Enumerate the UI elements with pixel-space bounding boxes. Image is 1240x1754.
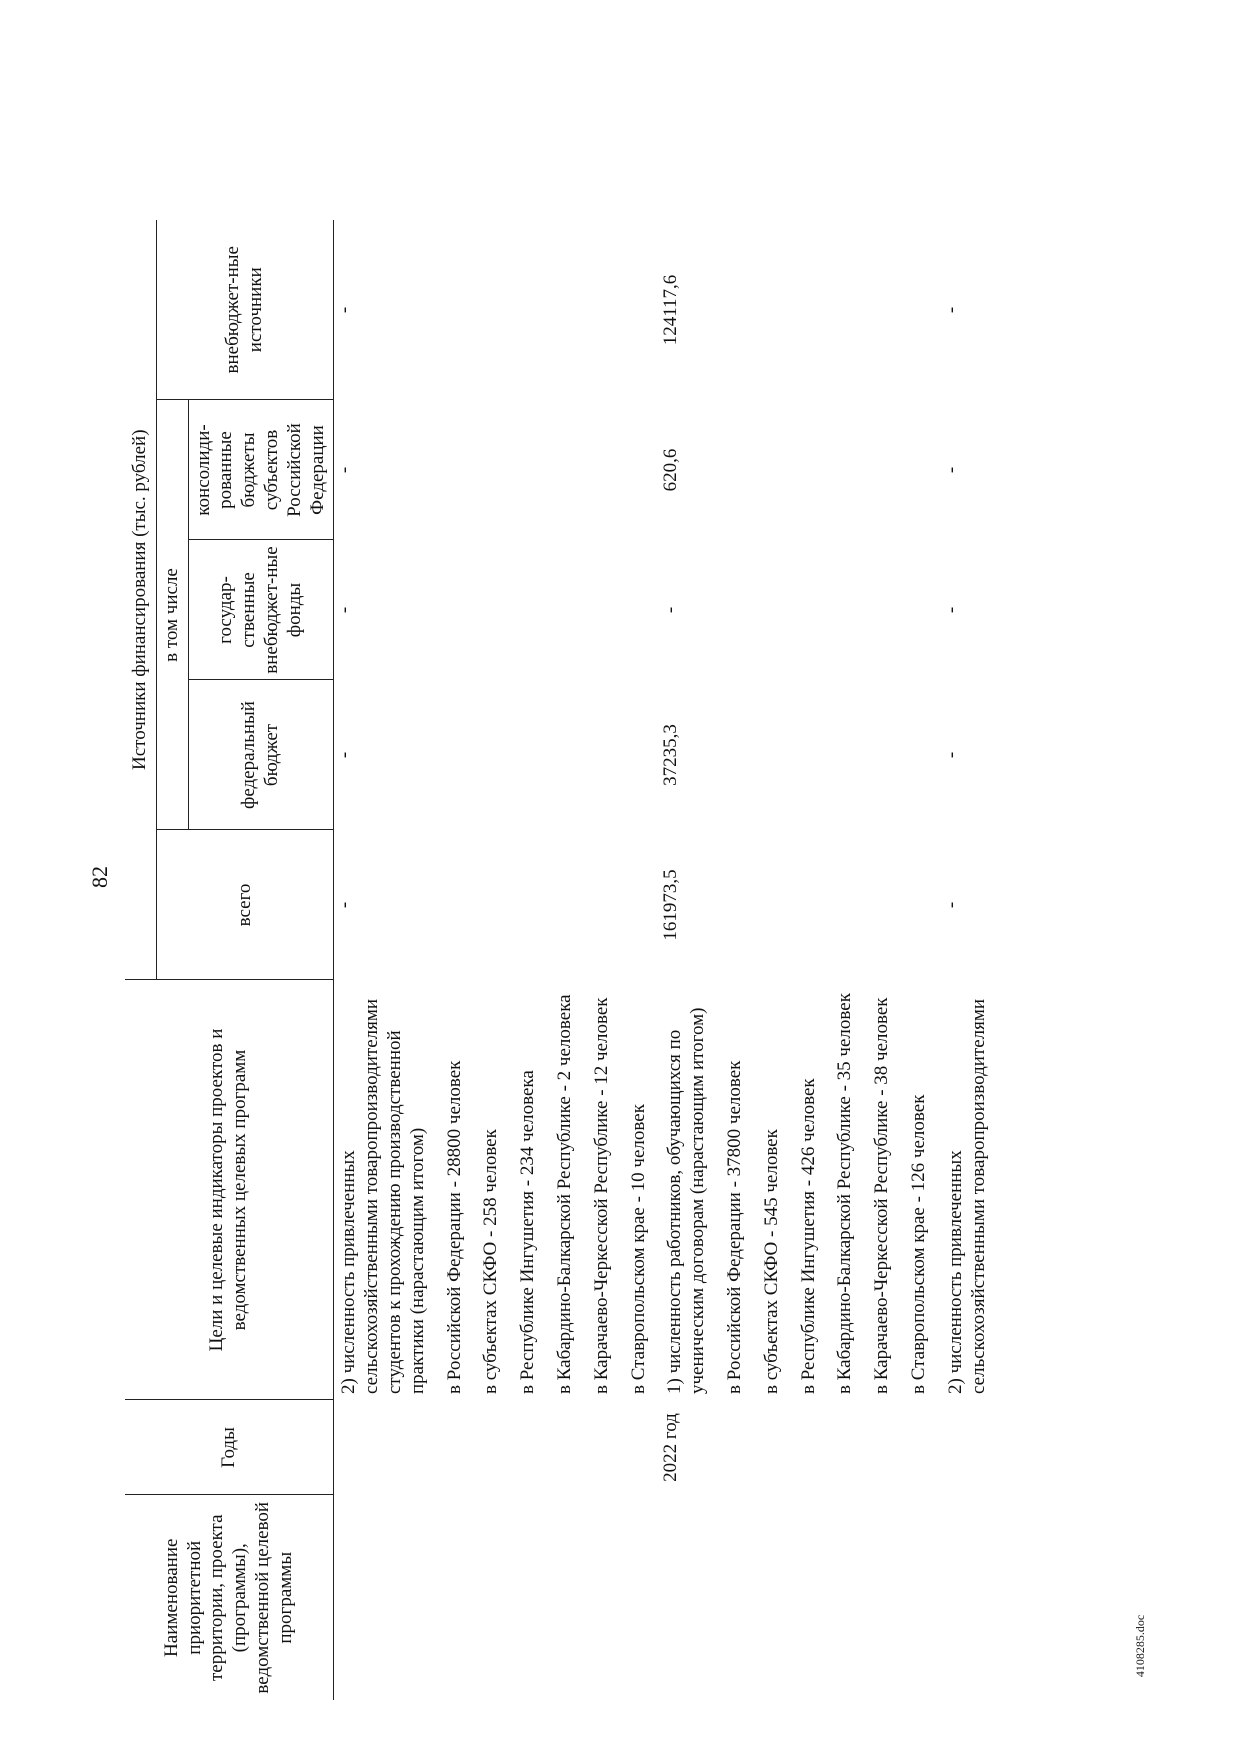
cell-extra: -: [940, 306, 962, 314]
cell-total: -: [334, 901, 356, 909]
cell-federal: -: [334, 751, 356, 759]
header-years: Годы: [125, 1400, 334, 1495]
indicator-line: в Российской Федерации - 37800 человек: [723, 1060, 745, 1394]
cell-indicators: [660, 980, 940, 1400]
header-extra: внебюджет-ные источники: [156, 220, 334, 400]
header-state-funds: государ-ственные внебюджет-ные фонды: [188, 540, 334, 680]
indicator-line: в Кабардино-Балкарской Республике - 35 человек: [834, 993, 856, 1394]
indicator-line: 2) численность привлеченных сельскохозяйственными товаропроизводителями: [944, 998, 989, 1394]
cell-federal: 37235,3: [660, 724, 682, 786]
cell-regional: -: [940, 466, 962, 474]
indicator-line: в субъектах СКФО - 545 человек: [760, 1129, 782, 1394]
cell-total: -: [940, 901, 962, 909]
indicator-line: в Кабардино-Балкарской Республике - 2 человека: [553, 994, 575, 1394]
header-total: всего: [156, 830, 334, 980]
cell-name: [941, 1495, 1001, 1700]
cell-state-funds: -: [660, 606, 682, 614]
indicator-line: 2) численность привлеченных сельскохозяйственными товаропроизводителями студентов к прохождению производственной практики (нарастающим итогом): [338, 998, 428, 1394]
cell-extra: 124117,6: [660, 274, 682, 346]
cell-regional: 620,6: [660, 448, 682, 492]
cell-name: [334, 1495, 660, 1700]
cell-state-funds: -: [334, 606, 356, 614]
indicator-line: в Ставропольском крае - 126 человек: [907, 1094, 929, 1394]
funding-table: [125, 220, 1000, 1700]
table-row: [334, 220, 660, 1700]
page-number: 82: [87, 866, 112, 888]
rotated-page-content: [120, 190, 1200, 1730]
indicator-line: в Карачаево-Черкесской Республике - 12 человек: [590, 997, 612, 1394]
header-regional: консолиди-рованные бюджеты субъектов Российской Федерации: [188, 400, 334, 540]
indicator-line: в Российской Федерации - 28800 человек: [443, 1060, 465, 1394]
indicator-line: в Карачаево-Черкесской Республике - 38 человек: [871, 997, 893, 1394]
cell-year: [334, 1400, 660, 1495]
cell-federal: -: [940, 751, 962, 759]
cell-year: [941, 1400, 1001, 1495]
cell-name: [660, 1495, 940, 1700]
header-funding: Источники финансирования (тыс. рублей): [125, 220, 156, 980]
cell-indicators: [334, 980, 660, 1400]
indicator-line: в Республике Ингушетия - 426 человек: [797, 1078, 819, 1394]
cell-state-funds: -: [940, 606, 962, 614]
header-goals: Цели и целевые индикаторы проектов и ведомственных целевых программ: [125, 980, 334, 1400]
indicator-line: в субъектах СКФО - 258 человек: [480, 1129, 502, 1394]
header-name: Наименование приоритетной территории, проекта (программы), ведомственной целевой программы: [125, 1495, 334, 1700]
cell-indicators: [941, 980, 1001, 1400]
cell-regional: -: [334, 466, 356, 474]
indicator-line: в Республике Ингушетия - 234 человека: [517, 1070, 539, 1394]
table-row: [941, 220, 1001, 1700]
header-including: в том числе: [156, 400, 188, 830]
indicator-line: в Ставропольском крае - 10 человек: [627, 1104, 649, 1394]
cell-total: 161973,5: [660, 869, 682, 941]
cell-extra: -: [334, 306, 356, 314]
table-row: [660, 220, 940, 1700]
cell-year: 2022 год: [660, 1413, 682, 1482]
indicator-line: 1) численность работников, обучающихся по ученическим договорам (нарастающим итогом): [664, 1007, 709, 1394]
file-id: 4108285.doc: [1133, 1614, 1147, 1678]
header-federal: федеральный бюджет: [188, 680, 334, 830]
